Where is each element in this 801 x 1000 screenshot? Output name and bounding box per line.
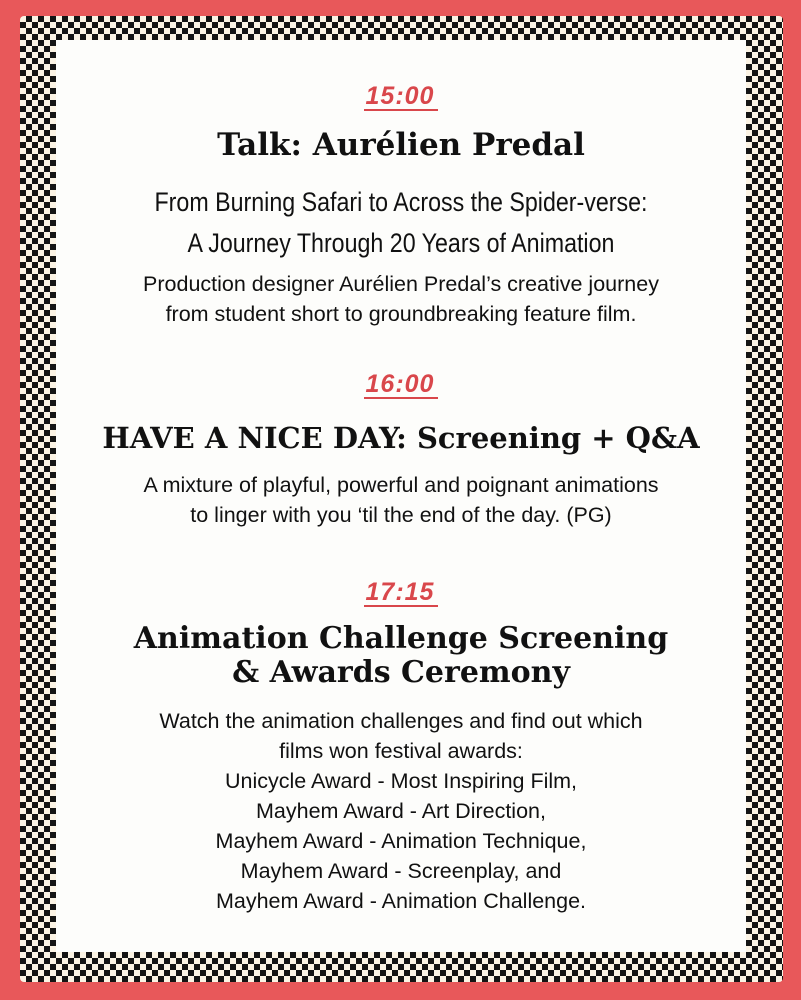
event-description-screening: A mixture of playful, powerful and poignant animations to linger with you ‘til the end of the day. (PG) — [143, 473, 659, 527]
event-time-1500: 15:00 — [56, 82, 746, 111]
schedule-panel — [56, 40, 746, 952]
event-subtitle-talk: From Burning Safari to Across the Spider-verse: A Journey Through 20 Years of Animation — [154, 187, 648, 258]
event-title-awards: Animation Challenge Screening & Awards Ceremony — [133, 621, 669, 690]
event-time-1715: 17:15 — [56, 578, 746, 607]
event-description-talk: Production designer Aurélien Predal’s creative journey from student short to groundbreaking feature film. — [143, 272, 659, 326]
event-title-talk: Talk: Aurélien Predal — [217, 127, 585, 163]
event-description-awards: Watch the animation challenges and find out which films won festival awards: Unicycle Award - Most Inspiring Film, Mayhem Award - Art Direction, Mayhem Award - Animation Technique, Mayhem Award - Screenplay, and Mayhem Award - Animation Challenge. — [159, 709, 643, 913]
event-title-screening: HAVE A NICE DAY: Screening + Q&A — [102, 421, 700, 455]
event-time-1600: 16:00 — [56, 370, 746, 399]
